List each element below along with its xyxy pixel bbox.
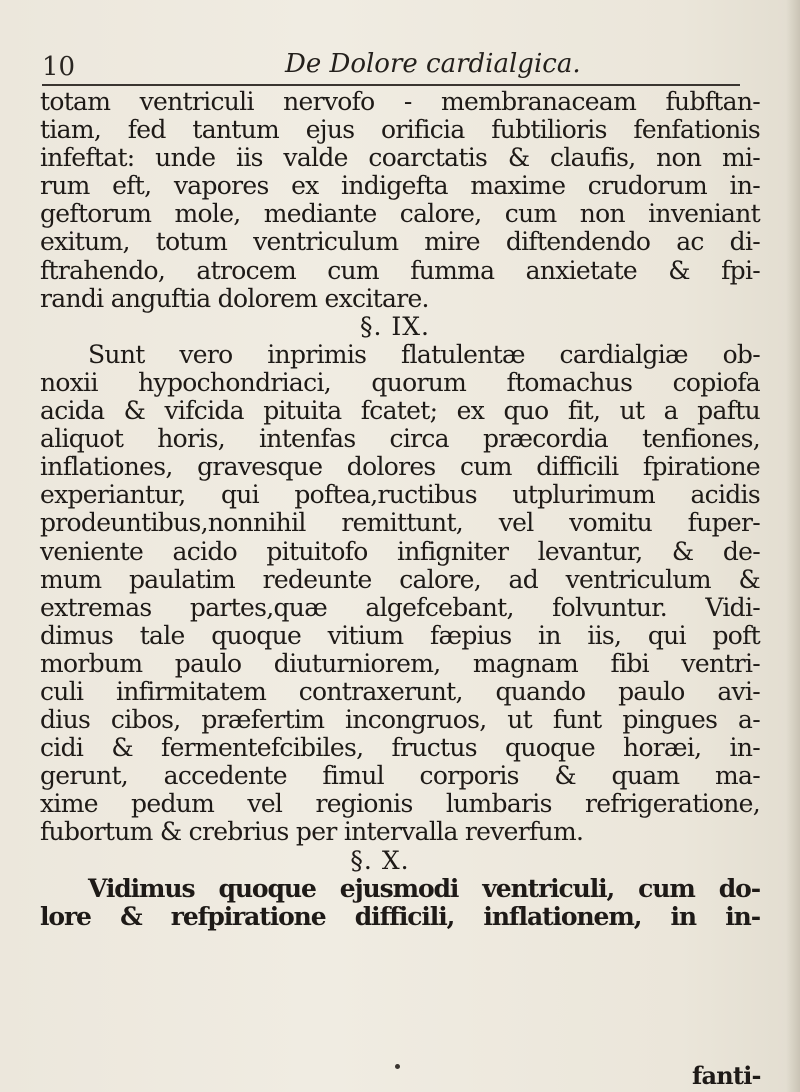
page-edge-shadow [786, 0, 800, 1092]
text-line: noxii hypochondriaci, quorum ftomachus copiofa [40, 367, 760, 397]
text-line: totam ventriculi nervofo - membranaceam fubftan- [40, 87, 760, 116]
text-line: cidi & fermentefcibiles, fructus quoque horæi, in- [40, 733, 760, 763]
text-line: infeftat: unde iis valde coarctatis & claufis, non mi- [40, 143, 760, 173]
ink-spot [395, 1064, 400, 1069]
text-line-paragraph-end: fubortum & crebrius per intervalla reverfum. [40, 817, 584, 847]
text-line: dimus tale quoque vitium fæpius in iis, qui poft [40, 620, 760, 650]
text-line: prodeuntibus,nonnihil remittunt, vel vomitu fuper- [40, 508, 760, 538]
section-heading-ix: §. IX. [359, 311, 430, 341]
text-line: exitum, totum ventriculum mire diftendendo ac di- [40, 227, 760, 257]
text-line: xime pedum vel regionis lumbaris refrigeratione, [40, 789, 760, 819]
text-line: aliquot horis, intenfas circa præcordia tenfiones, [40, 424, 760, 454]
section-heading-x: §. X. [350, 845, 410, 875]
text-line: experiantur, qui poftea,ructibus utplurimum acidis [40, 480, 760, 510]
text-line: gerunt, accedente fimul corporis & quam ma- [40, 761, 760, 791]
text-line: morbum paulo diuturniorem, magnam fibi ventri- [40, 648, 760, 678]
text-line: mum paulatim redeunte calore, ad ventriculum & [40, 564, 760, 594]
text-line: dius cibos, præfertim incongruos, ut funt pingues a- [40, 705, 760, 735]
text-line-paragraph-start: Vidimus quoque ejusmodi ventriculi, cum do- [88, 873, 760, 903]
text-line: rum eft, vapores ex indigefta maxime crudorum in- [40, 171, 760, 201]
text-line: veniente acido pituitofo infigniter levantur, & de- [40, 536, 760, 566]
text-line: acida & vifcida pituita fcatet; ex quo fit, ut a paftu [40, 396, 760, 426]
text-line: extremas partes,quæ algefcebant, folvuntur. Vidi- [40, 592, 760, 622]
text-line: culi infirmitatem contraxerunt, quando paulo avi- [40, 676, 760, 706]
text-line: inflationes, gravesque dolores cum difficili fpiratione [40, 452, 760, 482]
text-line-paragraph-start: Sunt vero inprimis flatulentæ cardialgiæ ob- [88, 339, 760, 369]
catchword: fanti- [692, 1061, 761, 1090]
text-line: ftrahendo, atrocem cum fumma anxietate & fpi- [40, 255, 760, 285]
text-line: geftorum mole, mediante calore, cum non inveniant [40, 199, 760, 229]
body-text [40, 88, 760, 931]
header-rule [42, 84, 740, 86]
text-line: lore & refpiratione difficili, inflationem, in in- [40, 901, 760, 931]
page-number: 10 [42, 52, 76, 82]
running-title: De Dolore cardialgica. [285, 49, 581, 79]
text-line: tiam, fed tantum ejus orificia fubtilioris fenfationis [40, 115, 760, 145]
text-line-paragraph-end: randi anguftia dolorem excitare. [40, 283, 429, 313]
